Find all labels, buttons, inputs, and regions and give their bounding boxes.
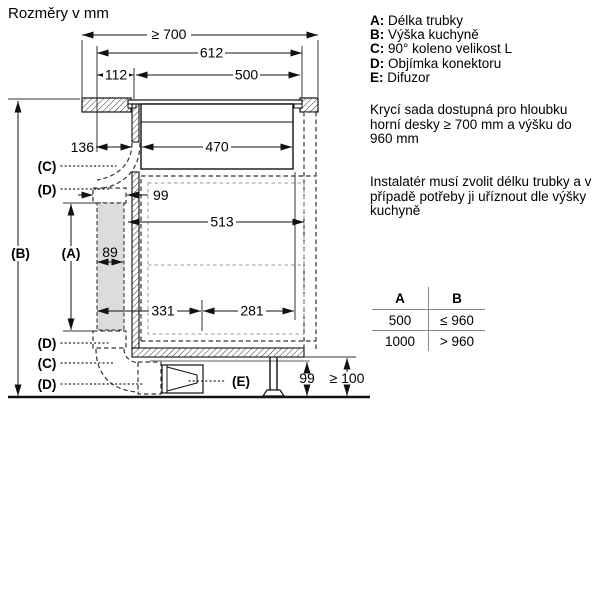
dim-seg-left-text: 331 [151,302,175,319]
dim-connector-text: 99 [153,187,169,203]
worktop-right-block [300,98,318,112]
hob-unit [128,100,302,169]
legend [370,14,512,85]
dim-cutout-text: 612 [199,44,224,61]
dim-depth-text: ≥ 700 [151,26,187,42]
dim-seg-right-text: 281 [240,302,264,319]
size-table-cell-2a: 1000 [372,331,429,351]
worktop-left-block [82,98,131,112]
dim-width-text: 500 [234,66,259,83]
label-kitchen-height: (B) [11,246,30,261]
size-table-header-a: A [372,287,429,309]
legend-key-a: A: [370,13,385,28]
legend-label-c: 90° koleno velikost L [388,41,512,57]
lower-connector-sleeve [93,331,126,348]
note-installer: Instalatér musí zvolit délku trubky a v případě potřeby ji uříznout dle výšky kuchyně [370,174,592,218]
cabinet-bottom-panel [132,348,304,357]
dim-body-text: 470 [205,138,229,155]
legend-item-a [370,14,512,28]
glass-right-step [294,104,302,108]
dim-plinth-text: 99 [299,370,315,386]
legend-key-e: E: [370,69,384,85]
label-tube-length: (A) [61,246,81,261]
legend-item-e [370,71,512,85]
legend-item-c [370,42,512,56]
size-table [372,287,485,351]
size-table-cell-1a: 500 [372,310,429,330]
size-table-cell-1b: ≤ 960 [440,312,474,328]
legend-label-e: Difuzor [387,69,431,85]
legend-key-c: C: [370,41,385,57]
size-table-header-b: B [452,290,462,306]
label-connector-mid: (D) [37,336,57,351]
legend-item-d [370,57,512,71]
size-table-row-2 [372,331,485,351]
label-connector-lower: (D) [37,377,57,392]
dim-duct-text: 89 [102,244,118,260]
diffuser-connector-sleeve [138,362,161,394]
label-diffuser: (E) [232,374,250,389]
dim-inlet-text: 136 [70,139,94,155]
dim-recess-text: 513 [210,213,234,230]
legend-label-a: Délka trubky [388,13,464,28]
size-table-row-1 [372,310,485,331]
legend-label-d: Objímka konektoru [388,55,502,71]
upper-elbow-inner-arc [97,143,132,180]
dim-offset-text: 112 [104,66,128,83]
legend-key-d: D: [370,55,385,71]
size-table-header-row [372,287,485,310]
adjustable-foot-base [263,390,284,396]
size-table-cell-2b: > 960 [439,333,475,349]
downdraft-spigot [132,104,139,142]
hob-body [141,104,293,169]
page-title: Rozměry v mm [8,5,109,22]
cabinet-side-panel [132,172,139,348]
legend-key-b: B: [370,27,385,43]
dimension-lines [18,35,347,396]
upper-connector-sleeve [93,188,126,203]
dim-clearance-text: ≥ 100 [329,370,365,386]
note-cover-kit: Krycí sada dostupná pro hloubku horní desky ≥ 700 mm a výšku do 960 mm [370,102,572,146]
label-elbow-lower: (C) [37,356,57,371]
label-elbow-upper: (C) [37,159,57,174]
label-connector-upper: (D) [37,182,57,198]
legend-label-b: Výška kuchyně [388,27,479,43]
legend-item-b [370,28,512,42]
